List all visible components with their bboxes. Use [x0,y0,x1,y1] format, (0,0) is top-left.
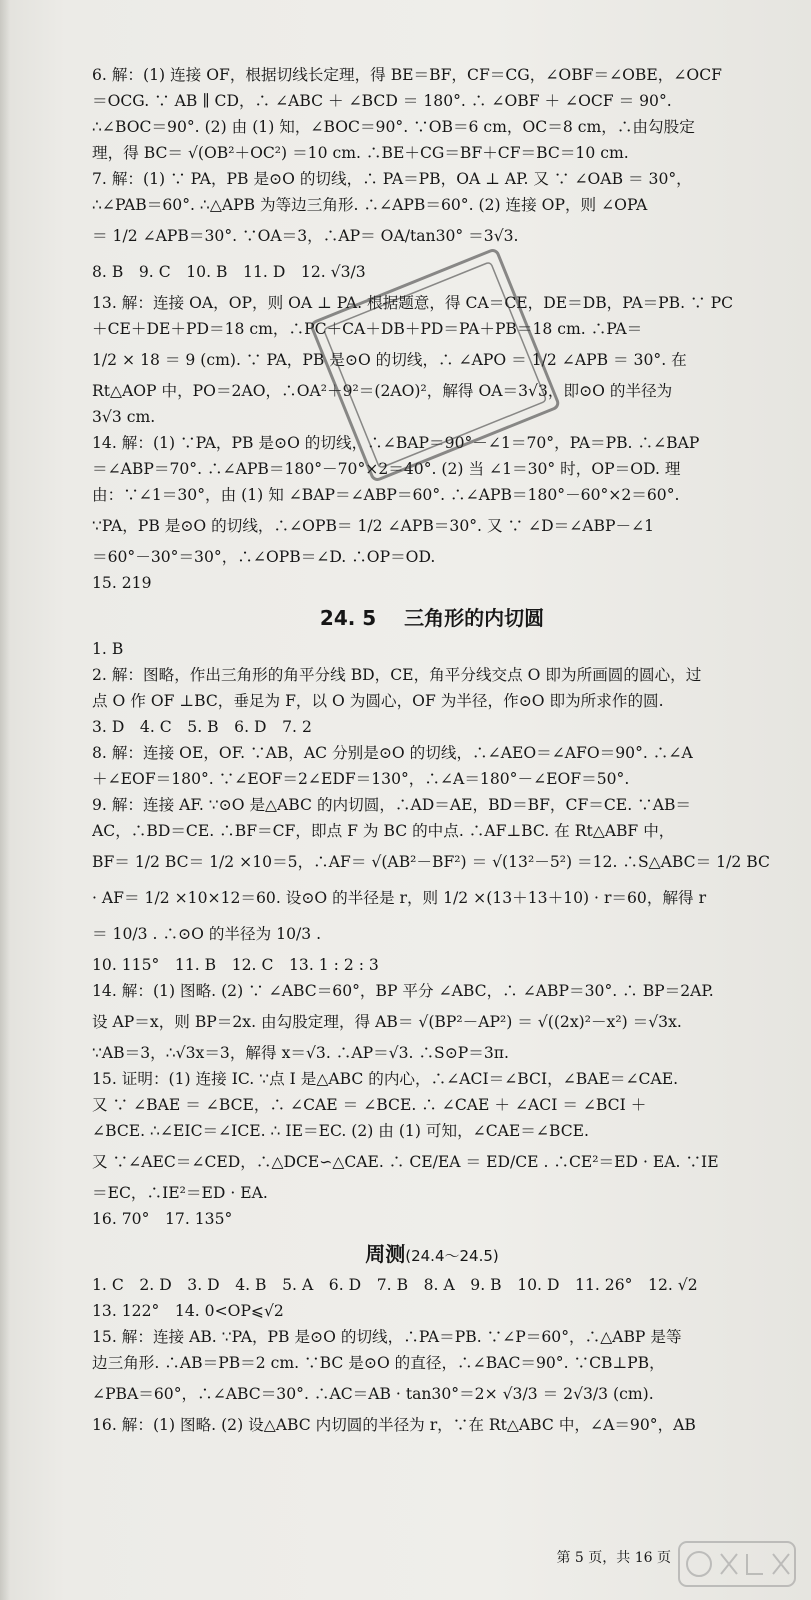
test-answer-line: 13. 122° 14. 0<OP⩽√2 [92,1302,284,1320]
answer-line: ＝EC，∴IE²＝ED · EA. [92,1184,268,1202]
test-answer-line: 边三角形. ∴AB＝PB＝2 cm. ∵BC 是⊙O 的直径，∴∠BAC＝90°. ∵CB⊥PB， [92,1354,665,1372]
answer-line: AC，∴BD＝CE. ∴BF＝CF，即点 F 为 BC 的中点. ∴AF⊥BC. 在 Rt△ABF 中， [92,822,675,840]
section-title: 三角形的内切圆 [404,606,545,630]
weekly-test-answers-block [92,1272,772,1438]
test-answer-line: 15. 解：连接 AB. ∵PA，PB 是⊙O 的切线，∴PA＝PB. ∵∠P＝60°，∴△ABP 是等 [92,1328,682,1346]
answer-line: 又 ∵∠AEC＝∠CED，∴△DCE∽△CAE. ∴ CE/EA ＝ ED/CE . ∴CE²＝ED · EA. ∵IE [92,1153,719,1171]
answer-line: ＝OCG. ∵ AB ∥ CD，∴ ∠ABC ＋ ∠BCD ＝ 180°. ∴ ∠OBF ＋ ∠OCF ＝ 90°. [92,92,672,110]
weekly-test-title: 周测 [365,1242,406,1266]
answer-line: 点 O 作 OF ⊥BC，垂足为 F，以 O 为圆心，OF 为半径，作⊙O 即为所求作的圆. [92,692,664,710]
answer-line: ＝ 10/3 . ∴⊙O 的半径为 10/3 . [92,925,322,943]
answer-line: 8. B 9. C 10. B 11. D 12. √3/3 [92,263,366,281]
answer-line: 由：∵∠1＝30°，由 (1) 知 ∠BAP＝∠ABP＝60°. ∴∠APB＝180°－60°×2＝60°. [92,486,680,504]
answer-line: 又 ∵ ∠BAE ＝ ∠BCE，∴ ∠CAE ＝ ∠BCE. ∴ ∠CAE ＋ ∠ACI ＝ ∠BCI ＋ [92,1096,647,1114]
answer-line: 14. 解：(1) 图略. (2) ∵ ∠ABC＝60°，BP 平分 ∠ABC，∴ ∠ABP＝30°. ∴ BP＝2AP. [92,982,714,1000]
answer-line: 6. 解：(1) 连接 OF，根据切线长定理，得 BE＝BF，CF＝CG，∠OBF＝∠OBE，∠OCF [92,66,722,84]
answer-line: 16. 70° 17. 135° [92,1210,233,1228]
answer-line: 13. 解：连接 OA，OP，则 OA ⊥ PA. 根据题意，得 CA＝CE，DE＝DB，PA＝PB. ∵ PC [92,294,734,312]
answer-line: 设 AP＝x，则 BP＝2x. 由勾股定理，得 AB＝ √(BP²－AP²) ＝ √((2x)²－x²) ＝√3x. [92,1013,682,1031]
answer-line: ＋CE＋DE＋PD＝18 cm，∴PC＋CA＋DB＋PD＝PA＋PB＝18 cm. ∴PA＝ [92,320,643,338]
answer-line: Rt△AOP 中，PO＝2AO，∴OA²＋9²＝(2AO)²，解得 OA＝3√3，即⊙O 的半径为 [92,382,673,400]
answer-line: 8. 解：连接 OE，OF. ∵AB，AC 分别是⊙O 的切线，∴∠AEO＝∠AFO＝90°. ∴∠A [92,744,693,762]
answer-line: 15. 219 [92,574,152,592]
answer-line: ＝∠ABP＝70°. ∴∠APB＝180°－70°×2＝40°. (2) 当 ∠1＝30° 时，OP＝OD. 理 [92,460,681,478]
answer-line: 10. 115° 11. B 12. C 13. 1 : 2 : 3 [92,956,379,974]
binding-shadow [0,0,10,1600]
answer-line: ＝60°－30°＝30°，∴∠OPB＝∠D. ∴OP＝OD. [92,548,436,566]
answer-line: 1/2 × 18 ＝ 9 (cm). ∵ PA，PB 是⊙O 的切线，∴ ∠APO ＝ 1/2 ∠APB ＝ 30°. 在 [92,351,687,369]
test-answer-line: 16. 解：(1) 图略. (2) 设△ABC 内切圆的半径为 r，∵在 Rt△ABC 中，∠A＝90°，AB [92,1416,696,1434]
section-number: 24. 5 [319,606,377,630]
answer-line: ∵AB＝3，∴√3x＝3，解得 x＝√3. ∴AP＝√3. ∴S⊙P＝3π. [92,1044,510,1062]
page-footer: 第 5 页，共 16 页 [556,1550,671,1566]
answer-line: ∴∠BOC＝90°. (2) 由 (1) 知，∠BOC＝90°. ∵OB＝6 cm，OC＝8 cm，∴由勾股定 [92,118,695,136]
answer-line: 1. B [92,640,124,658]
answer-line: ＝ 1/2 ∠APB＝30°. ∵OA＝3，∴AP＝ OA/tan30° ＝3√3. [92,227,519,245]
answer-line: 9. 解：连接 AF. ∵⊙O 是△ABC 的内切圆，∴AD＝AE，BD＝BF，CF＝CE. ∵AB＝ [92,796,692,814]
answer-line: ＋∠EOF＝180°. ∵∠EOF＝2∠EDF＝130°，∴∠A＝180°－∠EOF＝50°. [92,770,630,788]
test-answer-line: ∠PBA＝60°，∴∠ABC＝30°. ∴AC＝AB · tan30°＝2× √3/3 ＝ 2√3/3 (cm). [92,1385,654,1403]
answer-line: · AF＝ 1/2 ×10×12＝60. 设⊙O 的半径是 r，则 1/2 ×(13＋13＋10) · r＝60，解得 r [92,889,707,907]
section-heading-24-5 [92,600,772,636]
answer-line: ∴∠PAB＝60°. ∴△APB 为等边三角形. ∴∠APB＝60°. (2) 连接 OP，则 ∠OPA [92,196,648,214]
test-answer-line: 1. C 2. D 3. D 4. B 5. A 6. D 7. B 8. A 9. B 10. D 11. 26° 12. √2 [92,1276,698,1294]
answer-line: 3√3 cm. [92,408,156,426]
answer-line: ∵PA，PB 是⊙O 的切线，∴∠OPB＝ 1/2 ∠APB＝30°. 又 ∵ ∠D＝∠ABP－∠1 [92,517,655,535]
answer-line: 14. 解：(1) ∵PA，PB 是⊙O 的切线，∴∠BAP＝90°－∠1＝70°，PA＝PB. ∴∠BAP [92,434,700,452]
page-content [92,62,772,1438]
answer-line: 15. 证明：(1) 连接 IC. ∵点 I 是△ABC 的内心，∴∠ACI＝∠BCI，∠BAE＝∠CAE. [92,1070,679,1088]
site-logo-icon [677,1536,797,1592]
section-heading-weekly-test [92,1236,772,1272]
answer-line: 2. 解：图略，作出三角形的角平分线 BD，CE，角平分线交点 O 即为所画圆的圆心，过 [92,666,702,684]
answer-line: 3. D 4. C 5. B 6. D 7. 2 [92,718,312,736]
answer-line: BF＝ 1/2 BC＝ 1/2 ×10＝5，∴AF＝ √(AB²－BF²) ＝ √(13²－5²) ＝12. ∴S△ABC＝ 1/2 BC [92,853,770,871]
weekly-test-range: (24.4～24.5) [405,1247,499,1265]
answer-line: ∠BCE. ∴∠EIC＝∠ICE. ∴ IE＝EC. (2) 由 (1) 可知，∠CAE＝∠BCE. [92,1122,589,1140]
answers-24-4-block [92,62,772,596]
answer-line: 理，得 BC＝ √(OB²＋OC²) ＝10 cm. ∴BE＋CG＝BF＋CF＝BC＝10 cm. [92,144,629,162]
answer-line: 7. 解：(1) ∵ PA，PB 是⊙O 的切线，∴ PA＝PB，OA ⊥ AP. 又 ∵ ∠OAB ＝ 30°， [92,170,692,188]
answers-24-5-block [92,636,772,1232]
